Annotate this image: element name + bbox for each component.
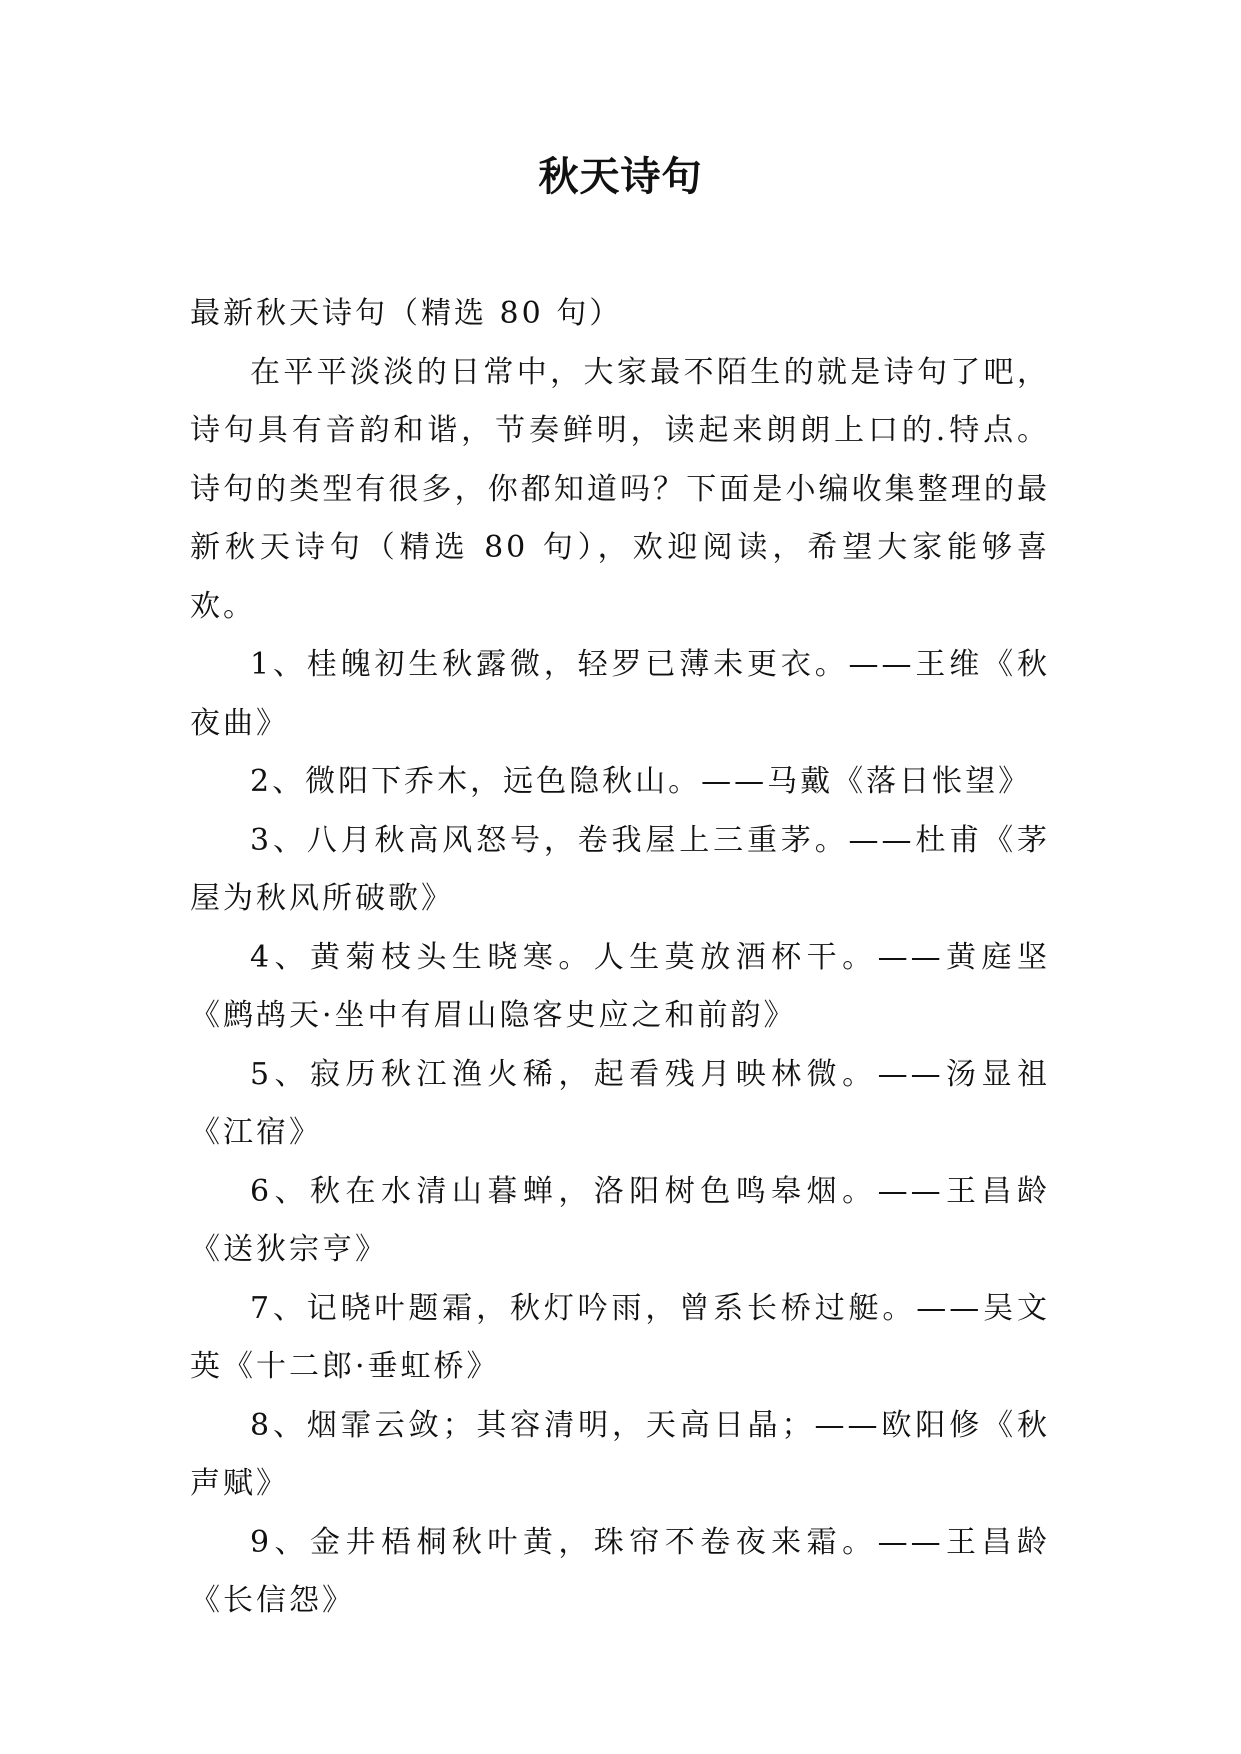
poem-item: 8、烟霏云敛；其容清明，天高日晶；——欧阳修《秋声赋》 xyxy=(190,1407,1050,1501)
poem-item: 4、黄菊枝头生晓寒。人生莫放酒杯干。——黄庭坚《鹧鸪天·坐中有眉山隐客史应之和前韵》 xyxy=(190,939,1050,1033)
poem-item: 2、微阳下乔木，远色隐秋山。——马戴《落日怅望》 xyxy=(250,764,1032,799)
subtitle: 最新秋天诗句（精选 80 句） xyxy=(190,296,623,331)
poem-item: 9、金井梧桐秋叶黄，珠帘不卷夜来霜。——王昌龄《长信怨》 xyxy=(190,1524,1050,1618)
poem-item: 1、桂魄初生秋露微，轻罗已薄未更衣。——王维《秋夜曲》 xyxy=(190,647,1050,741)
poem-item: 3、八月秋高风怒号，卷我屋上三重茅。——杜甫《茅屋为秋风所破歌》 xyxy=(190,822,1050,916)
poem-item: 5、寂历秋江渔火稀，起看残月映林微。——汤显祖《江宿》 xyxy=(190,1056,1050,1150)
document-body xyxy=(190,285,1050,1631)
poem-item: 7、记晓叶题霜，秋灯吟雨，曾系长桥过艇。——吴文英《十二郎·垂虹桥》 xyxy=(190,1290,1050,1384)
intro-paragraph: 在平平淡淡的日常中，大家最不陌生的就是诗句了吧，诗句具有音韵和谐，节奏鲜明，读起来朗朗上口的.特点。诗句的类型有很多，你都知道吗？下面是小编收集整理的最新秋天诗句（精选 80 句），欢迎阅读，希望大家能够喜欢。 xyxy=(190,354,1050,624)
poem-item: 6、秋在水清山暮蝉，洛阳树色鸣皋烟。——王昌龄《送狄宗亨》 xyxy=(190,1173,1050,1267)
document-title: 秋天诗句 xyxy=(538,154,703,200)
